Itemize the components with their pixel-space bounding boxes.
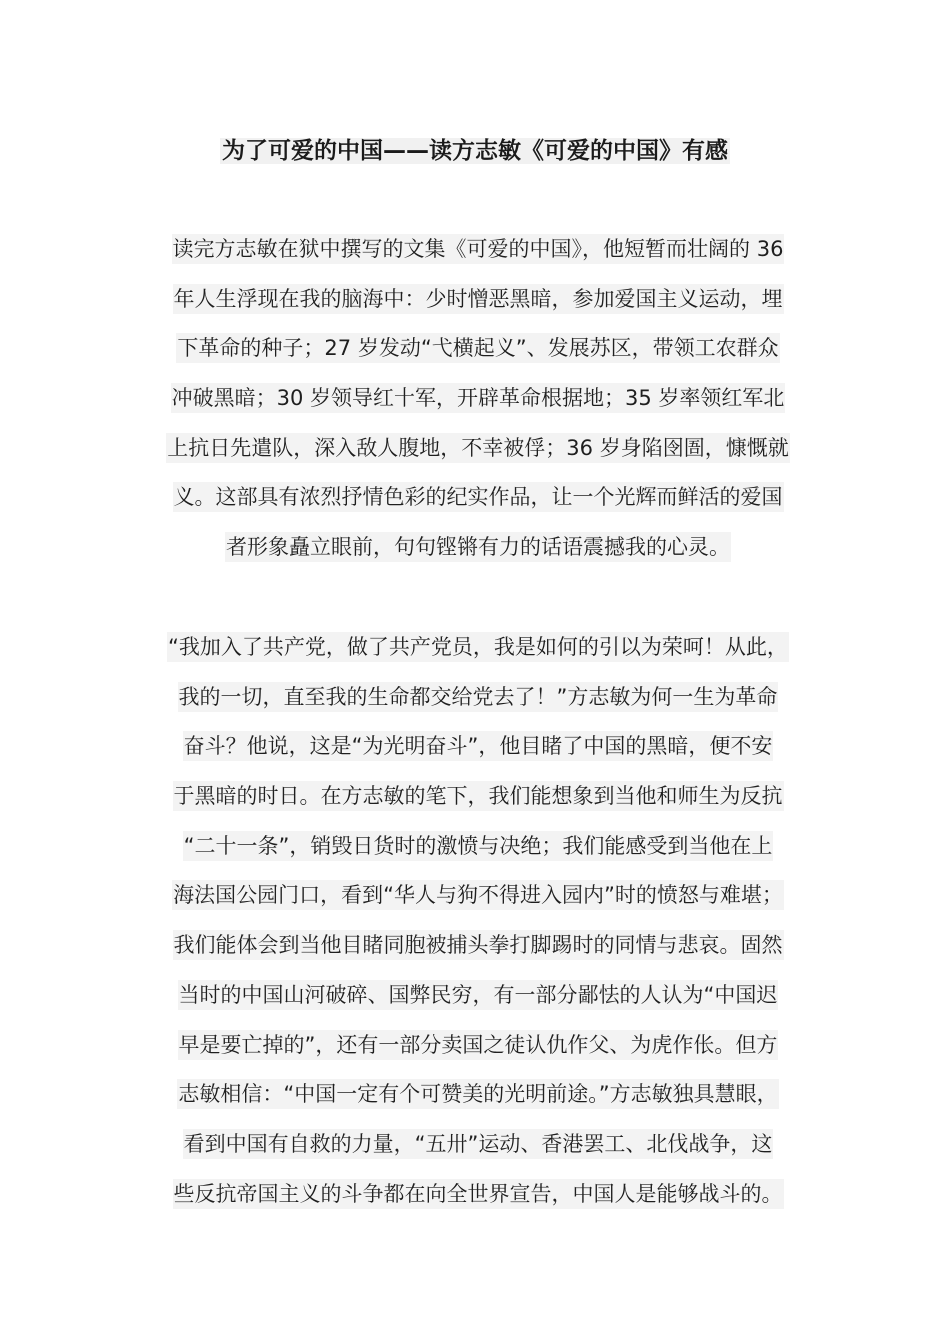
paragraph-line [146, 921, 810, 971]
paragraph-2 [146, 623, 810, 1219]
paragraph-line [146, 971, 810, 1021]
paragraph-line [146, 822, 810, 872]
line-text: 志敏相信：“中国一定有个可赞美的光明前途。”方志敏独具慧眼， [177, 1079, 778, 1109]
paragraph-line [146, 424, 810, 474]
line-text: 早是要亡掉的”，还有一部分卖国之徒认仇作父、为虎作伥。但方 [178, 1030, 779, 1060]
paragraph-line [146, 1120, 810, 1170]
line-text: 冲破黑暗；30 岁领导红十军，开辟革命根据地；35 岁率领红军北 [171, 383, 786, 413]
paragraph-line [146, 1170, 810, 1220]
paragraph-line [146, 722, 810, 772]
document-title-text: 为了可爱的中国——读方志敏《可爱的中国》有感 [222, 138, 728, 164]
document-title [0, 133, 950, 169]
line-text: 我的一切，直至我的生命都交给党去了！”方志敏为何一生为革命 [178, 682, 779, 712]
paragraph-line [146, 623, 810, 673]
paragraph-line [146, 871, 810, 921]
line-text: 看到中国有自救的力量，“五卅”运动、香港罢工、北伐战争，这 [183, 1129, 774, 1159]
line-text: “我加入了共产党，做了共产党员，我是如何的引以为荣呵！从此， [167, 632, 789, 662]
line-text: “二十一条”，销毁日货时的激愤与决绝；我们能感受到当他在上 [183, 831, 774, 861]
line-text: 奋斗？他说，这是“为光明奋斗”，他目睹了中国的黑暗，便不安 [183, 731, 774, 761]
paragraph-line [146, 324, 810, 374]
paragraph-line [146, 673, 810, 723]
line-text: 于黑暗的时日。在方志敏的笔下，我们能想象到当他和师生为反抗 [173, 781, 784, 811]
paragraph-1 [146, 225, 810, 573]
line-text: 我们能体会到当他目睹同胞被捕头拳打脚踢时的同情与悲哀。固然 [173, 930, 784, 960]
line-text: 海法国公园门口，看到“华人与狗不得进入园内”时的愤怒与难堪； [172, 880, 784, 910]
line-text: 读完方志敏在狱中撰写的文集《可爱的中国》，他短暂而壮阔的 36 [172, 234, 785, 264]
paragraph-line [146, 1021, 810, 1071]
paragraph-line [146, 275, 810, 325]
line-text: 当时的中国山河破碎、国弊民穷，有一部分鄙怯的人认为“中国迟 [178, 980, 779, 1010]
paragraph-line [146, 1070, 810, 1120]
line-text: 些反抗帝国主义的斗争都在向全世界宣告，中国人是能够战斗的。 [173, 1179, 784, 1209]
line-text: 年人生浮现在我的脑海中：少时憎恶黑暗，参加爱国主义运动，埋 [173, 284, 784, 314]
line-text: 上抗日先遣队，深入敌人腹地，不幸被俘；36 岁身陷囹圄，慷慨就 [166, 433, 789, 463]
line-text: 者形象矗立眼前，句句铿锵有力的话语震撼我的心灵。 [225, 532, 731, 562]
line-text: 义。这部具有浓烈抒情色彩的纪实作品，让一个光辉而鲜活的爱国 [173, 482, 784, 512]
paragraph-line [146, 523, 810, 573]
paragraph-line [146, 772, 810, 822]
paragraph-line [146, 225, 810, 275]
line-text: 下革命的种子；27 岁发动“弋横起义”、发展苏区，带领工农群众 [176, 333, 779, 363]
paragraph-line [146, 374, 810, 424]
paragraph-line [146, 473, 810, 523]
